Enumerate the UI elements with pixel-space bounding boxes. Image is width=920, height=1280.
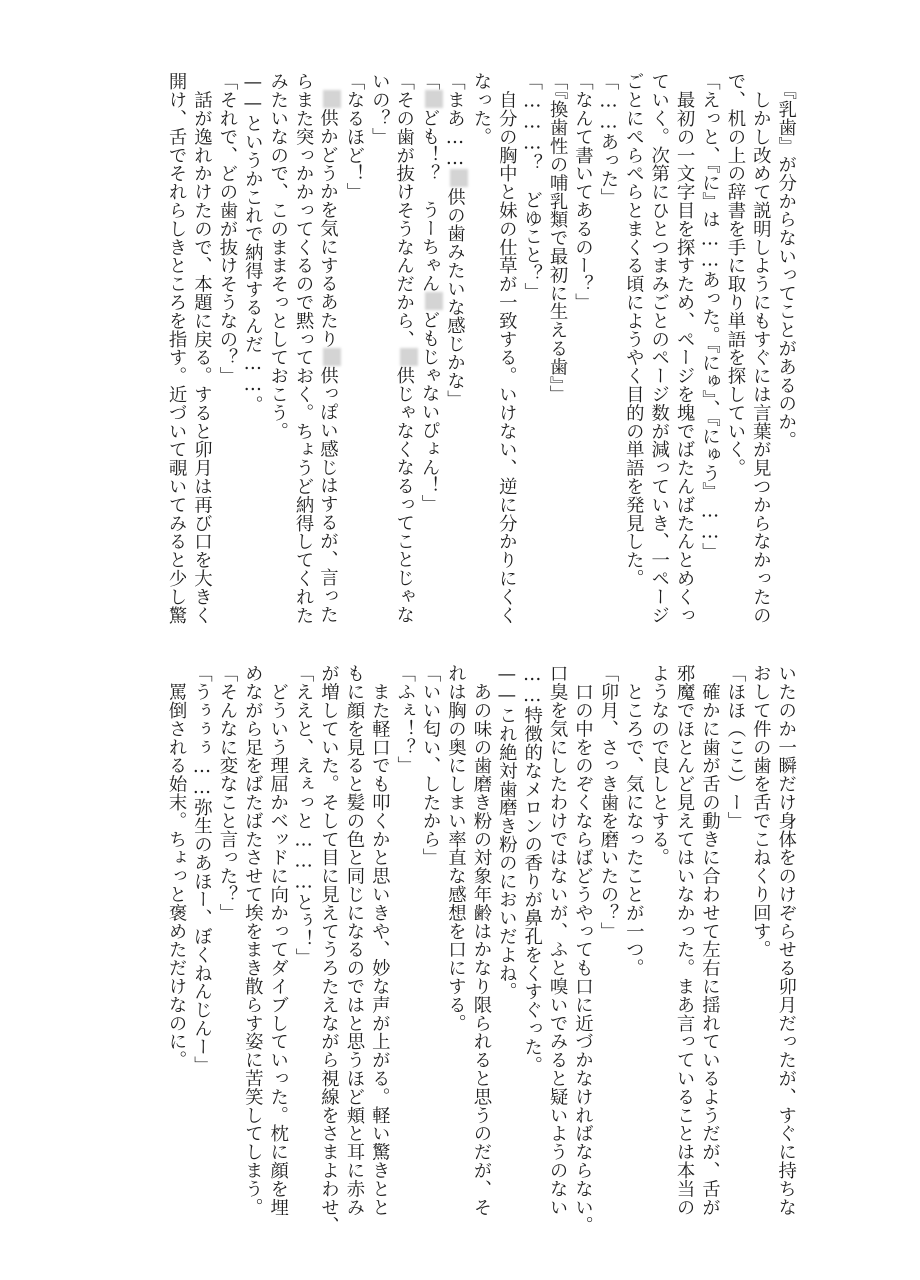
- text-column: ——これ絶対歯磨き粉のにおいだよね。: [496, 664, 518, 1001]
- text-column: 「そんなに変なこと言った？」: [216, 664, 238, 922]
- text-column: 「ども！？ うーちゃんどもじゃないぴょん！」: [418, 72, 443, 632]
- text-column: らまた突っかかってくるので黙っておく。ちょうど納得してくれた: [293, 72, 315, 624]
- text-column: れは胸の奥にしまい率直な感想を口にする。: [445, 664, 467, 1032]
- text-column: 口の中をのぞくならばどうやっても口に近づかなければならない。: [572, 664, 594, 1235]
- text-column: 最初の一文字目を探すため、ページを塊でばたんばたんとめくっ: [674, 72, 696, 624]
- text-column: めながら足をばたばたさせて埃をまき散らす姿に苦笑してしまう。: [242, 664, 264, 1216]
- text-column: 「まあ……供の歯みたいな感じかな」: [443, 72, 468, 632]
- text-column: 「『換歯性の哺乳類で最初に生える歯』」: [547, 72, 569, 404]
- censored-character: [323, 348, 341, 366]
- text-column: ——というかこれで納得するんだ……。: [242, 72, 264, 414]
- censored-character: [425, 292, 443, 310]
- text-column: 「いい匂い、したから」: [420, 664, 442, 867]
- text-column: 「………？ どゆこと？」: [521, 72, 543, 301]
- censored-character: [450, 169, 468, 187]
- text-column: 「うぅぅぅ……弥生のあほー、ぼくねんじんー」: [191, 664, 213, 1074]
- text-column: 確かに歯が舌の動きに合わせて左右に揺れているようだが、舌が: [699, 664, 721, 1216]
- text-column: 「ほほ（ここ）ー」: [724, 664, 746, 830]
- text-column: いの？」: [369, 72, 391, 146]
- text-block-top: [0, 72, 920, 632]
- text-column: 「その歯が抜けそうなんだから、供じゃなくなるってことじゃな: [392, 72, 417, 632]
- text-column: もに顔を見ると髪の色と同じになるのではと思うほど頬と耳に赤み: [343, 664, 365, 1216]
- censored-character: [400, 348, 418, 366]
- text-column: ……特徴的なメロンの香りが鼻孔をくすぐった。: [521, 664, 543, 1074]
- text-column: 開け、舌でそれらしきところを指す。近づいて覗いてみると少し驚: [166, 72, 188, 624]
- text-column: いたのか一瞬だけ身体をのけぞらせる卯月だったが、すぐに持ちな: [775, 664, 797, 1216]
- text-column: あの味の歯磨き粉の対象年齢はかなり限られると思うのだが、そ: [470, 664, 492, 1216]
- text-column: ようなので良しとする。: [648, 664, 670, 867]
- text-column: が増していた。そして目に見えてうろたえながら視線をさまよわせ、: [318, 664, 340, 1235]
- text-column: 話が逸れかけたので、本題に戻る。すると卯月は再び口を大きく: [191, 72, 213, 624]
- text-block-bottom: [0, 664, 920, 1235]
- text-column: また軽口でも叩くかと思いきや、妙な声が上がる。軽い驚きとと: [369, 664, 391, 1216]
- text-column: 「なんて書いてあるのー？」: [572, 72, 594, 312]
- text-column: で、机の上の辞書を手に取り単語を探していく。: [724, 72, 746, 477]
- text-column: 「……あった」: [597, 72, 619, 206]
- text-column: 「えっと、『に』は……あった。『にゅ』、『にゅう』……」: [699, 72, 721, 561]
- text-column: 口臭を気にしたわけではないが、ふと嗅いでみると疑いようのない: [547, 664, 569, 1216]
- censored-character: [323, 90, 341, 108]
- text-column: 「ええと、えぇっと………とぅ！」: [293, 664, 315, 967]
- text-column: おして件の歯を舌でこねくり回す。: [750, 664, 772, 959]
- text-column: どういう理屈かベッドに向かってダイブしていった。枕に顔を埋: [267, 664, 289, 1216]
- text-column: ところで、気になったことが一つ。: [623, 664, 645, 977]
- text-column: 供かどうかを気にするあたり供っぽい感じはするが、言った: [316, 72, 341, 632]
- text-column: みたいなので、このままそっとしておこう。: [267, 72, 289, 440]
- text-column: なった。: [470, 72, 492, 146]
- text-column: 邪魔でほとんど見えてはいなかった。まあ言っていることは本当の: [674, 664, 696, 1216]
- text-column: 自分の胸中と妹の仕草が一致する。いけない、逆に分かりにくく: [496, 72, 518, 624]
- text-column: しかし改めて説明しようにもすぐには言葉が見つからなかったの: [750, 72, 772, 624]
- text-column: 「ふぇ！？」: [394, 664, 416, 775]
- text-column: 罵倒される始末。ちょっと褒めただけなのに。: [166, 664, 188, 1069]
- text-column: 「なるほど！」: [343, 72, 365, 201]
- censored-character: [425, 90, 443, 108]
- text-column: 「それで、どの歯が抜けそうなの？」: [216, 72, 238, 385]
- text-column: ていく。次第にひとつまみごとのページ数が減っていき、一ページ: [648, 72, 670, 624]
- text-column: ごとにぺらぺらとまくる頃にようやく目的の単語を発見した。: [623, 72, 645, 588]
- text-column: 「卯月、さっき歯を磨いたの？」: [597, 664, 619, 940]
- text-column: 『乳歯』が分からないってことがあるのか。: [775, 72, 797, 450]
